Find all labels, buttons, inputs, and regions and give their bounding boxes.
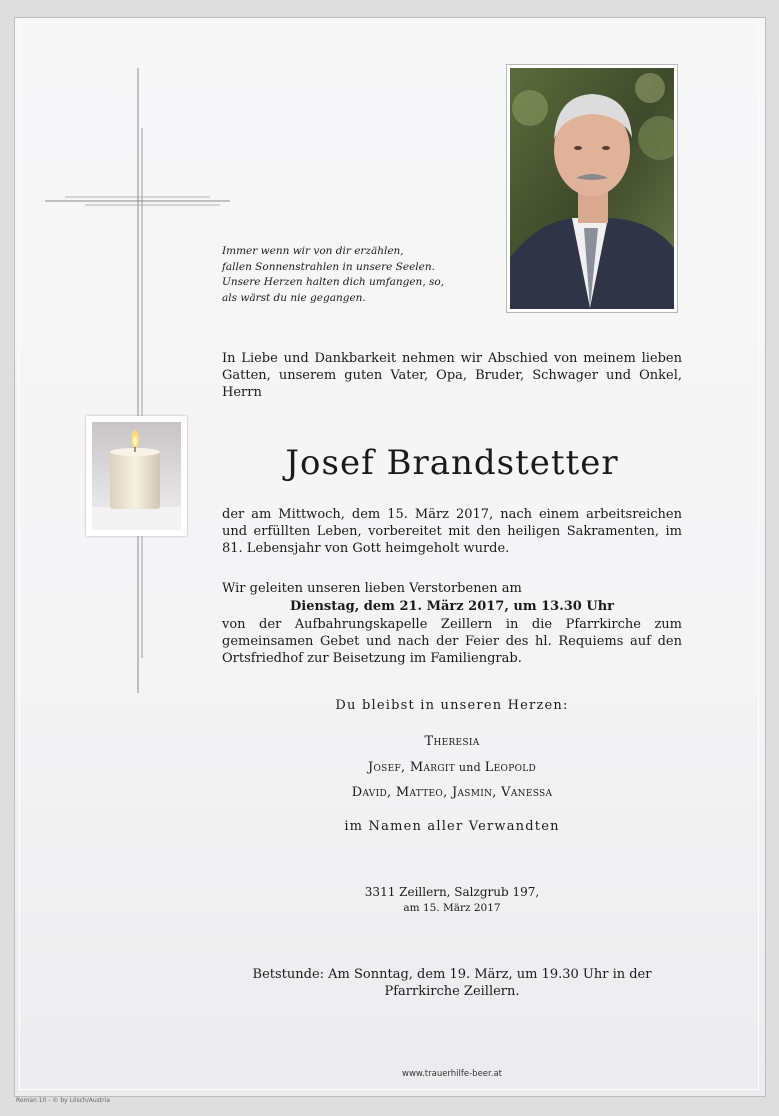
- issue-date: am 15. März 2017: [403, 902, 501, 914]
- funeral-details: von der Aufbahrungskapelle Zeillern in die Pfarrkirche zum gemeinsamen Gebet und nach der Feier des hl. Requiems auf den Ortsfriedhof zur Beisetzung im Familiengrab.: [222, 617, 682, 666]
- mourner-name: Vanessa: [501, 785, 553, 800]
- mourner-name: David: [351, 785, 387, 800]
- mourner-name: Matteo: [395, 785, 444, 800]
- cross-icon: [45, 68, 235, 693]
- mourner-connector: und: [455, 761, 485, 774]
- mourner-name: Theresia: [424, 734, 480, 749]
- poem-line: Unsere Herzen halten dich umfangen, so,: [222, 276, 445, 288]
- mourner-name: Margit: [409, 760, 456, 775]
- portrait-image: [510, 68, 674, 309]
- address-line: 3311 Zeillern, Salzgrub 197,: [364, 885, 540, 899]
- mourner-name: Jasmin: [451, 785, 493, 800]
- candle-icon: [92, 422, 181, 530]
- poem-line: Immer wenn wir von dir erzählen,: [222, 245, 404, 257]
- portrait-photo: [506, 64, 678, 313]
- funeral-intro: Wir geleiten unseren lieben Verstorbenen am: [222, 581, 522, 596]
- prayer-line: Betstunde: Am Sonntag, dem 19. März, um 19.30 Uhr in der: [252, 967, 652, 982]
- mourner-name: Josef: [367, 760, 402, 775]
- heart-line: Du bleibst in unseren Herzen:: [335, 698, 569, 713]
- intro-text: In Liebe und Dankbarkeit nehmen wir Abschied von meinem lieben Gatten, unserem guten Vater, Opa, Bruder, Schwager und Onkel, Herrn: [222, 351, 682, 400]
- mourner-line: [222, 734, 682, 749]
- poem-line: fallen Sonnenstrahlen in unsere Seelen.: [222, 260, 435, 273]
- poem: [222, 244, 482, 306]
- relatives-line: im Namen aller Verwandten: [344, 819, 560, 834]
- candle-picture: [86, 416, 187, 536]
- death-notice: der am Mittwoch, dem 15. März 2017, nach einem arbeitsreichen und erfüllten Leben, vorbereitet mit den heiligen Sakramenten, im 81. Lebensjahr von Gott heimgeholt wurde.: [222, 507, 682, 556]
- prayer-line: Pfarrkirche Zeillern.: [384, 984, 520, 999]
- website-link[interactable]: www.trauerhilfe-beer.at: [402, 1069, 502, 1079]
- deceased-name: Josef Brandstetter: [285, 443, 619, 483]
- mourner-line: David, Matteo, Jasmin, Vanessa: [351, 785, 553, 800]
- mourner-name: Leopold: [484, 760, 537, 775]
- funeral-date: Dienstag, dem 21. März 2017, um 13.30 Uhr: [289, 599, 615, 614]
- mourner-line: Josef, Margit und Leopold: [367, 760, 537, 775]
- poem-line: als wärst du nie gegangen.: [222, 291, 366, 304]
- printer-credit: Roman 10 - © by Lösch/Austria: [16, 1097, 110, 1104]
